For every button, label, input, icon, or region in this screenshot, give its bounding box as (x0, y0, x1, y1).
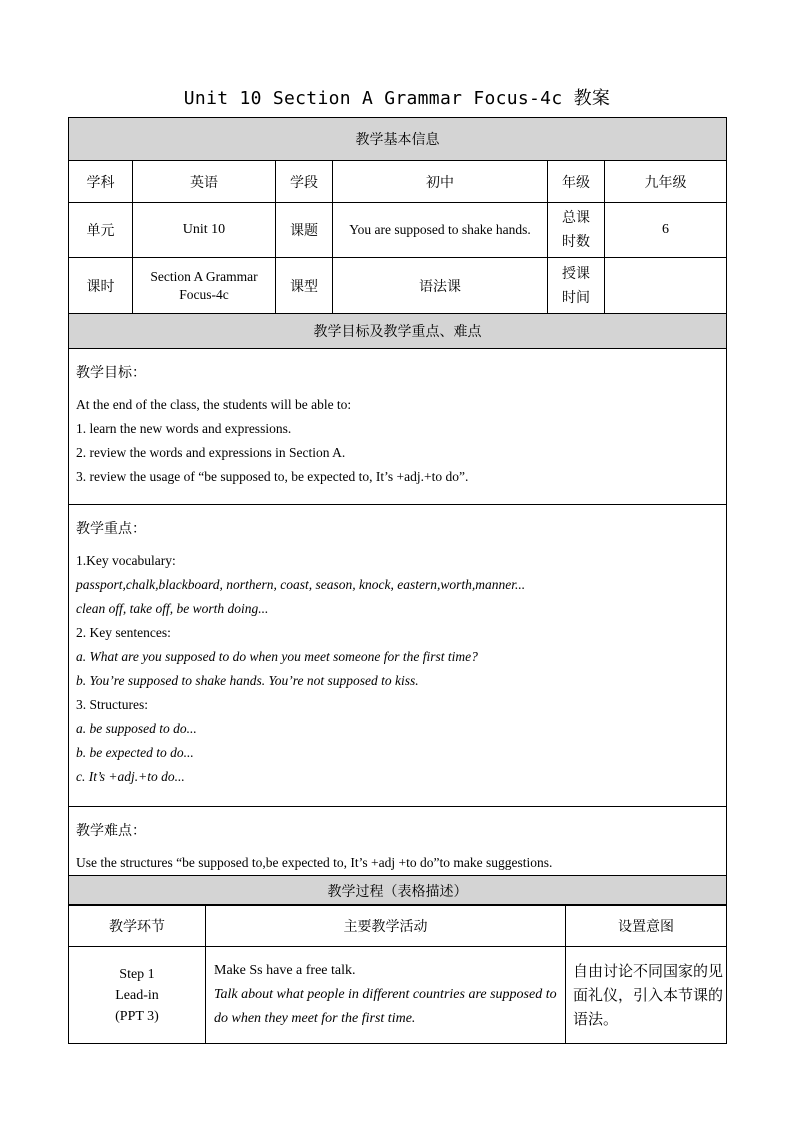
total-periods-label: 总课时数 (548, 203, 605, 258)
key-point-line: 1.Key vocabulary: (76, 553, 176, 568)
objectives-header: 教学目标及教学重点、难点 (69, 314, 727, 349)
lesson-type-label: 课型 (276, 258, 333, 314)
difficulties-cell (69, 807, 727, 876)
basic-info-table (68, 117, 727, 906)
teaching-time-value (605, 258, 727, 314)
difficulty-line: Use the structures “be supposed to,be expected to, It’s +adj +to do”to make suggestions. (76, 855, 553, 870)
document-title: Unit 10 Section A Grammar Focus-4c 教案 (183, 88, 611, 109)
activity-text: Make Ss have a free talk. (214, 963, 356, 978)
unit-value: Unit 10 (133, 203, 276, 258)
teaching-goals-heading: 教学目标： (76, 365, 146, 381)
step-ppt: (PPT 3) (115, 1008, 159, 1024)
lesson-type-value: 语法课 (333, 258, 548, 314)
key-point-line: a. What are you supposed to do when you meet someone for the first time? (76, 649, 478, 664)
grade-label: 年级 (548, 161, 605, 203)
key-points-cell (69, 505, 727, 807)
period-label: 课时 (69, 258, 133, 314)
key-points-heading: 教学重点： (76, 521, 146, 537)
key-point-line: clean off, take off, be worth doing... (76, 601, 269, 616)
goal-line: 1. learn the new words and expressions. (76, 421, 292, 436)
key-point-line: b. You’re supposed to shake hands. You’re not supposed to kiss. (76, 673, 419, 688)
period-value: Section A Grammar Focus-4c (133, 258, 276, 314)
teaching-time-label: 授课时间 (548, 258, 605, 314)
difficulties-heading: 教学难点： (76, 823, 146, 839)
subject-label: 学科 (69, 161, 133, 203)
column-header: 设置意图 (566, 905, 727, 947)
key-point-line: passport,chalk,blackboard, northern, coast, season, knock, eastern,worth,manner... (76, 577, 526, 592)
goal-line: 2. review the words and expressions in Section A. (76, 445, 346, 460)
unit-label: 单元 (69, 203, 133, 258)
key-point-line: b. be expected to do... (76, 745, 194, 760)
stage-value: 初中 (333, 161, 548, 203)
goal-line: At the end of the class, the students will be able to: (76, 397, 352, 412)
step-number: Step 1 (119, 966, 155, 982)
basic-info-header: 教学基本信息 (69, 118, 727, 161)
key-point-line: 2. Key sentences: (76, 625, 171, 640)
goal-line: 3. review the usage of “be supposed to, be expected to, It’s +adj.+to do”. (76, 469, 469, 484)
key-point-line: 3. Structures: (76, 697, 148, 712)
step-cell (69, 947, 206, 1044)
column-header: 教学环节 (69, 905, 206, 947)
stage-label: 学段 (276, 161, 333, 203)
key-point-line: c. It’s +adj.+to do... (76, 769, 185, 784)
teaching-goals-cell (69, 349, 727, 505)
key-point-line: a. be supposed to do... (76, 721, 197, 736)
subject-value: 英语 (133, 161, 276, 203)
activity-cell (206, 947, 566, 1044)
step-name: Lead-in (115, 987, 159, 1003)
activity-detail: Talk about what people in different countries are supposed to do when they meet for the first time. (214, 987, 557, 1026)
topic-label: 课题 (276, 203, 333, 258)
process-header: 教学过程（表格描述） (69, 876, 727, 906)
intent-cell: 自由讨论不同国家的见面礼仪，引入本节课的语法。 (566, 947, 727, 1044)
topic-value: You are supposed to shake hands. (333, 203, 548, 258)
column-header: 主要教学活动 (206, 905, 566, 947)
process-table (68, 904, 727, 1044)
total-periods-value: 6 (605, 203, 727, 258)
grade-value: 九年级 (605, 161, 727, 203)
